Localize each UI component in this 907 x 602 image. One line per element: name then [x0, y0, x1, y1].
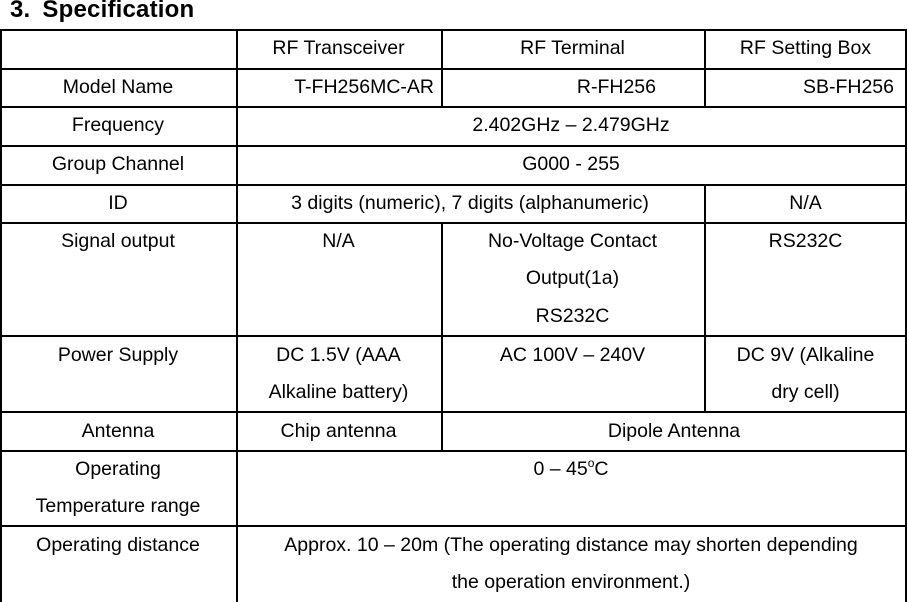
col-header-terminal: RF Terminal: [520, 37, 625, 59]
col-header-setting-box: RF Setting Box: [739, 37, 872, 59]
row-label-model: Model Name: [62, 76, 174, 98]
degree-sign: o: [587, 456, 595, 470]
signal-terminal-line3: RS232C: [535, 305, 610, 327]
antenna-transceiver: Chip antenna: [280, 420, 397, 442]
signal-terminal-line2: Output(1a): [525, 267, 620, 289]
row-label-distance: Operating distance: [36, 534, 200, 556]
distance-value-line1: Approx. 10 – 20m (The operating distance may shorten depending: [284, 534, 858, 556]
id-setting-box: N/A: [789, 192, 822, 214]
distance-value-line2: the operation environment.): [451, 571, 691, 593]
frequency-value: 2.402GHz – 2.479GHz: [472, 114, 670, 136]
signal-terminal-line1: No-Voltage Contact: [487, 230, 658, 252]
row-label-temperature-line2: Temperature range: [35, 495, 201, 517]
signal-transceiver: N/A: [322, 230, 355, 252]
row-label-signal: Signal output: [61, 230, 175, 252]
temperature-value: [236, 451, 906, 488]
row-label-antenna: Antenna: [81, 420, 155, 442]
power-transceiver-line2: Alkaline battery): [268, 381, 409, 403]
row-label-temperature-line1: Operating: [75, 458, 161, 480]
section-number: 3.: [10, 0, 31, 23]
power-setting-box-line2: dry cell): [771, 381, 840, 403]
power-terminal: AC 100V – 240V: [499, 344, 646, 366]
row-label-id: ID: [108, 192, 128, 214]
temperature-prefix: 0 – 45: [533, 458, 588, 480]
model-terminal: R-FH256: [576, 76, 656, 98]
section-title: Specification: [42, 0, 195, 23]
antenna-terminal-box: Dipole Antenna: [607, 420, 741, 442]
group-value: G000 - 255: [522, 153, 620, 175]
model-transceiver: T-FH256MC-AR: [294, 76, 434, 98]
power-setting-box-line1: DC 9V (Alkaline: [736, 344, 875, 366]
row-label-group: Group Channel: [51, 153, 185, 175]
power-transceiver-line1: DC 1.5V (AAA: [276, 344, 401, 366]
section-heading: [10, 0, 194, 24]
id-value: 3 digits (numeric), 7 digits (alphanumeric): [291, 192, 649, 214]
row-label-power: Power Supply: [57, 344, 179, 366]
row-label-frequency: Frequency: [71, 114, 165, 136]
model-setting-box: SB-FH256: [802, 76, 894, 98]
temperature-unit: C: [594, 458, 609, 480]
signal-setting-box: RS232C: [768, 230, 843, 252]
col-header-transceiver: RF Transceiver: [272, 37, 405, 59]
